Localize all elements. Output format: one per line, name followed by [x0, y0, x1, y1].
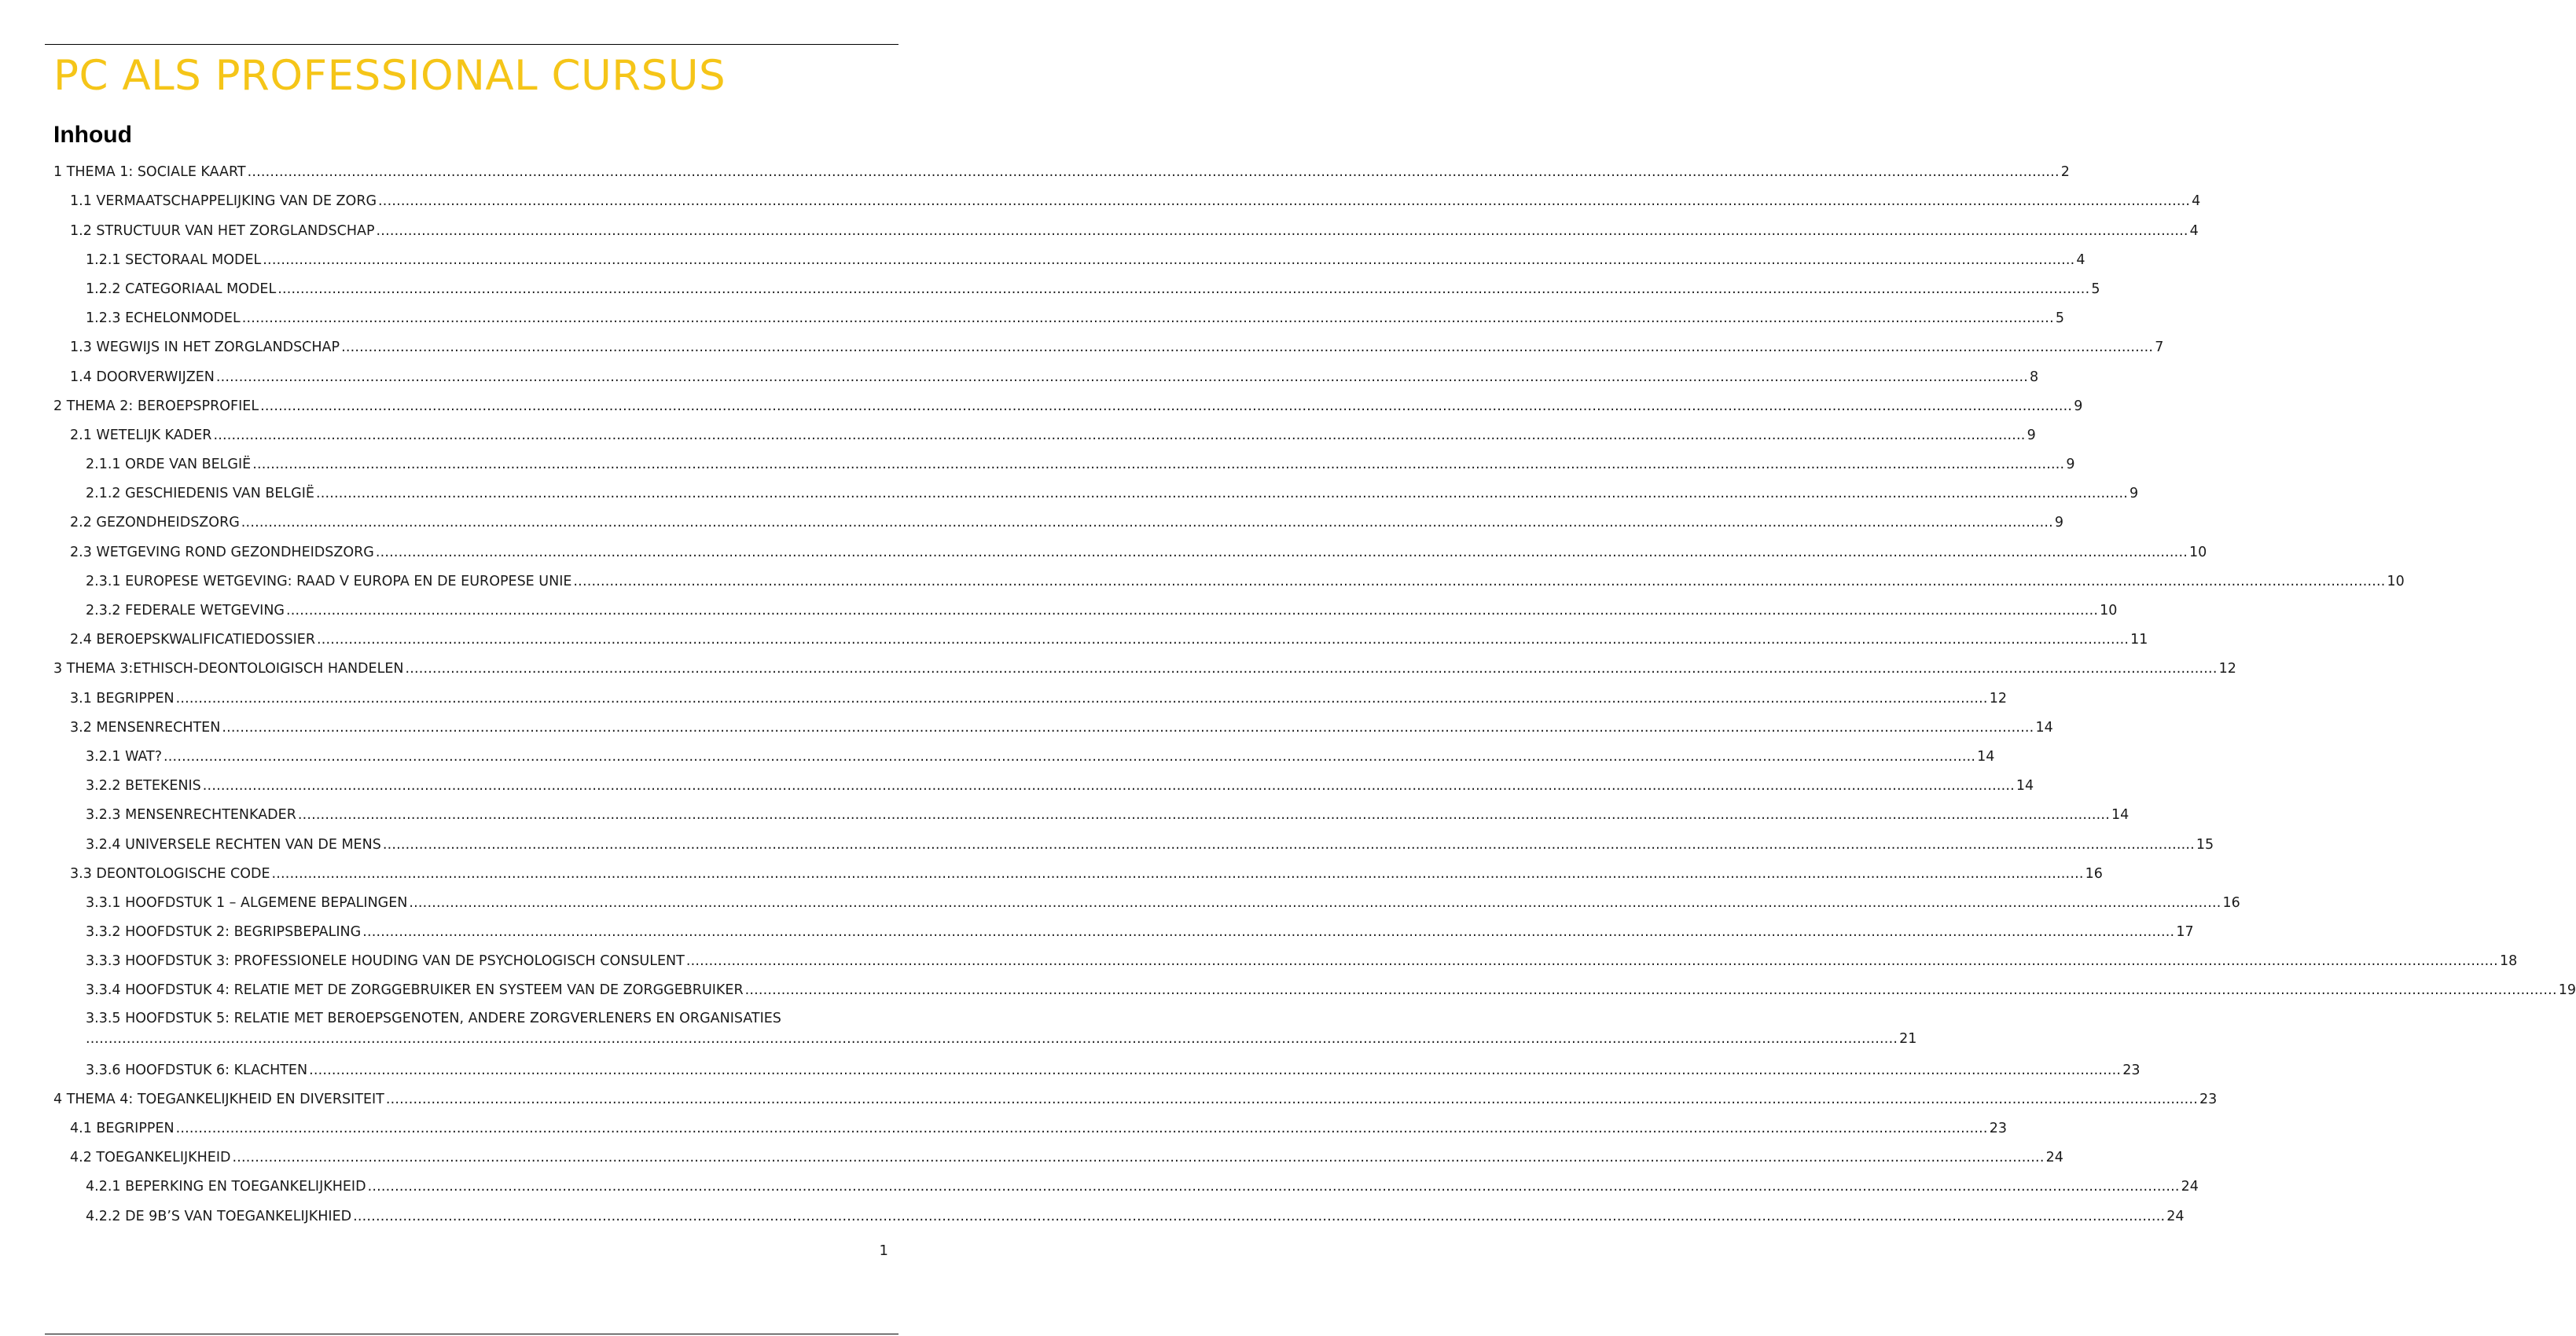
toc-entry[interactable]	[53, 186, 2201, 215]
toc-entry-label: 2.2 GEZONDHEIDSZORG	[70, 515, 240, 531]
toc-dot-leader: ................................................................................................................................................................................................................................................................................................................................................................................................................	[405, 661, 2218, 677]
toc-dot-leader: ................................................................................................................................................................................................................................................................................................................................................................................................................	[573, 573, 2386, 589]
toc-entry[interactable]	[53, 537, 2207, 566]
toc-entry-page: 12	[2218, 661, 2236, 677]
toc-entry-label: 4 THEMA 4: TOEGANKELIJKHEID EN DIVERSITEIT	[53, 1091, 384, 1107]
toc-dot-leader: ................................................................................................................................................................................................................................................................................................................................................................................................................	[362, 924, 2175, 941]
toc-dot-leader: ................................................................................................................................................................................................................................................................................................................................................................................................................	[175, 690, 1988, 707]
toc-entry[interactable]	[53, 215, 2199, 244]
toc-entry-page: 4	[2076, 251, 2085, 268]
toc-entry-label: 3.2.1 WAT?	[86, 748, 163, 765]
toc-entry-label: 3.3.4 HOOFDSTUK 4: RELATIE MET DE ZORGGEBRUIKER EN SYSTEEM VAN DE ZORGGEBRUIKER	[86, 982, 744, 999]
toc-entry-label: 4.2.2 DE 9B’S VAN TOEGANKELIJKHIED	[86, 1208, 352, 1224]
toc-entry-page: 23	[2199, 1091, 2218, 1107]
table-of-contents	[53, 157, 2576, 1231]
toc-entry[interactable]	[53, 1143, 2063, 1172]
toc-dot-leader: ................................................................................................................................................................................................................................................................................................................................................................................................................	[385, 1091, 2198, 1107]
toc-entry-page: 14	[2111, 807, 2130, 824]
toc-entry-label: 2.4 BEROEPSKWALIFICATIEDOSSIER	[70, 632, 316, 648]
toc-entry[interactable]	[53, 508, 2064, 537]
toc-entry-page: 2	[2060, 164, 2070, 181]
toc-entry[interactable]	[53, 946, 2518, 975]
toc-entry[interactable]	[53, 1114, 2007, 1143]
toc-entry[interactable]	[53, 391, 2083, 420]
toc-dot-leader: ................................................................................................................................................................................................................................................................................................................................................................................................................	[367, 1179, 2180, 1195]
toc-entry-label: 3.3 DEONTOLOGISCHE CODE	[70, 865, 270, 882]
toc-entry-page: 24	[2166, 1208, 2185, 1224]
toc-entry-page: 4	[2192, 193, 2201, 210]
toc-entry-page: 24	[2181, 1179, 2199, 1195]
toc-dot-leader: ................................................................................................................................................................................................................................................................................................................................................................................................................	[202, 778, 2015, 795]
toc-entry[interactable]	[53, 1004, 1917, 1055]
toc-entry-label: 3.1 BEGRIPPEN	[70, 690, 175, 707]
toc-entry-page: 10	[2100, 603, 2118, 618]
toc-entry-label: 3.2.4 UNIVERSELE RECHTEN VAN DE MENS	[86, 836, 381, 853]
toc-entry-label: 3.2.2 BETEKENIS	[86, 778, 201, 795]
toc-entry[interactable]	[53, 274, 2100, 303]
toc-entry[interactable]	[53, 859, 2103, 888]
toc-entry[interactable]	[53, 450, 2075, 479]
toc-entry-page: 14	[1977, 748, 1995, 765]
toc-entry-label: 1.3 WEGWIJS IN HET ZORGLANDSCHAP	[70, 340, 340, 356]
toc-entry[interactable]	[53, 800, 2130, 829]
toc-dot-leader: ................................................................................................................................................................................................................................................................................................................................................................................................................	[341, 340, 2154, 356]
toc-entry[interactable]	[53, 713, 2053, 742]
toc-entry[interactable]	[53, 332, 2164, 362]
toc-entry-page: 19	[2558, 982, 2576, 999]
toc-entry-label: 1.1 VERMAATSCHAPPELIJKING VAN DE ZORG	[70, 193, 377, 210]
toc-entry[interactable]	[53, 596, 2118, 625]
toc-entry[interactable]	[53, 771, 2034, 800]
toc-heading: Inhoud	[53, 122, 132, 148]
toc-entry-page: 11	[2130, 632, 2148, 648]
toc-entry-page: 23	[1989, 1121, 2007, 1136]
toc-dot-leader: ................................................................................................................................................................................................................................................................................................................................................................................................................	[86, 1031, 1898, 1048]
toc-entry-label: 2.1.1 ORDE VAN BELGIË	[86, 457, 252, 473]
toc-entry-page: 7	[2155, 340, 2164, 356]
toc-dot-leader: ................................................................................................................................................................................................................................................................................................................................................................................................................	[378, 193, 2191, 210]
toc-entry[interactable]	[53, 917, 2194, 946]
toc-entry-page: 4	[2189, 222, 2199, 239]
toc-entry-label: 3.3.2 HOOFDSTUK 2: BEGRIPSBEPALING	[86, 924, 362, 941]
toc-entry[interactable]	[53, 625, 2148, 654]
toc-entry-label: 1.2.3 ECHELONMODEL	[86, 310, 241, 327]
toc-dot-leader: ................................................................................................................................................................................................................................................................................................................................................................................................................	[382, 836, 2195, 853]
toc-dot-leader: ................................................................................................................................................................................................................................................................................................................................................................................................................	[232, 1150, 2045, 1166]
toc-entry[interactable]	[53, 683, 2007, 712]
toc-entry-page: 8	[2029, 369, 2039, 385]
toc-entry-label: 2 THEMA 2: BEROEPSPROFIEL	[53, 398, 259, 414]
toc-dot-leader: ................................................................................................................................................................................................................................................................................................................................................................................................................	[409, 894, 2221, 911]
toc-dot-leader: ................................................................................................................................................................................................................................................................................................................................................................................................................	[271, 865, 2084, 882]
toc-dot-leader: ................................................................................................................................................................................................................................................................................................................................................................................................................	[247, 164, 2060, 181]
document-title: PC ALS PROFESSIONAL CURSUS	[53, 52, 726, 100]
toc-entry-page: 9	[2130, 486, 2139, 502]
toc-entry-label: 2.1.2 GESCHIEDENIS VAN BELGIË	[86, 486, 314, 502]
toc-entry-page: 9	[2054, 515, 2064, 531]
toc-entry[interactable]	[53, 303, 2064, 332]
toc-entry-page: 14	[2016, 778, 2034, 795]
toc-dot-leader: ................................................................................................................................................................................................................................................................................................................................................................................................................	[277, 281, 2090, 297]
toc-dot-leader: ................................................................................................................................................................................................................................................................................................................................................................................................................	[685, 953, 2498, 970]
toc-dot-leader: ................................................................................................................................................................................................................................................................................................................................................................................................................	[744, 982, 2557, 999]
toc-entry-page: 9	[2027, 427, 2036, 443]
toc-entry-page: 21	[1899, 1031, 1917, 1048]
toc-entry-page: 16	[2085, 865, 2103, 882]
toc-entry-page: 10	[2387, 573, 2405, 589]
toc-entry-page: 17	[2176, 924, 2194, 941]
toc-entry[interactable]	[53, 654, 2236, 683]
toc-dot-leader: ................................................................................................................................................................................................................................................................................................................................................................................................................	[175, 1121, 1988, 1136]
toc-entry-label: 4.1 BEGRIPPEN	[70, 1121, 175, 1136]
toc-dot-leader: ................................................................................................................................................................................................................................................................................................................................................................................................................	[315, 486, 2129, 502]
toc-entry-page: 5	[2091, 281, 2100, 297]
toc-entry-page: 16	[2222, 894, 2240, 911]
toc-entry-label: 4.2 TOEGANKELIJKHEID	[70, 1150, 231, 1166]
toc-entry[interactable]	[53, 1055, 2141, 1084]
toc-entry[interactable]	[53, 975, 2576, 1004]
toc-dot-leader: ................................................................................................................................................................................................................................................................................................................................................................................................................	[286, 603, 2099, 618]
toc-entry-page: 18	[2499, 953, 2518, 970]
toc-entry-label: 2.1 WETELIJK KADER	[70, 427, 212, 443]
toc-entry[interactable]	[53, 420, 2036, 450]
toc-entry-page: 9	[2074, 398, 2083, 414]
toc-dot-leader: ................................................................................................................................................................................................................................................................................................................................................................................................................	[222, 719, 2034, 736]
toc-entry-label: 3.3.6 HOOFDSTUK 6: KLACHTEN	[86, 1062, 308, 1078]
toc-entry-label: 3 THEMA 3:ETHISCH-DEONTOLOIGISCH HANDELEN	[53, 661, 404, 677]
top-rule	[45, 44, 898, 45]
toc-dot-leader: ................................................................................................................................................................................................................................................................................................................................................................................................................	[353, 1208, 2166, 1224]
toc-entry[interactable]	[53, 829, 2214, 858]
toc-entry[interactable]	[53, 157, 2070, 186]
toc-dot-leader: ................................................................................................................................................................................................................................................................................................................................................................................................................	[376, 222, 2188, 239]
toc-entry-label: 3.2.3 MENSENRECHTENKADER	[86, 807, 296, 824]
toc-dot-leader: ................................................................................................................................................................................................................................................................................................................................................................................................................	[263, 251, 2075, 268]
toc-entry[interactable]	[53, 742, 1995, 771]
toc-entry-page: 23	[2122, 1062, 2141, 1078]
toc-entry-label: 4.2.1 BEPERKING EN TOEGANKELIJKHEID	[86, 1179, 366, 1195]
toc-entry-label: 1.2.2 CATEGORIAAL MODEL	[86, 281, 277, 297]
toc-entry[interactable]	[53, 1172, 2199, 1201]
toc-dot-leader: ................................................................................................................................................................................................................................................................................................................................................................................................................	[241, 310, 2054, 327]
toc-dot-leader: ................................................................................................................................................................................................................................................................................................................................................................................................................	[375, 544, 2188, 560]
toc-dot-leader: ................................................................................................................................................................................................................................................................................................................................................................................................................	[252, 457, 2065, 473]
toc-dot-leader: ................................................................................................................................................................................................................................................................................................................................................................................................................	[309, 1062, 2122, 1078]
toc-entry-page: 12	[1989, 690, 2007, 707]
toc-dot-leader: ................................................................................................................................................................................................................................................................................................................................................................................................................	[297, 807, 2110, 824]
toc-entry-page: 14	[2035, 719, 2053, 736]
toc-entry-label: 2.3 WETGEVING ROND GEZONDHEIDSZORG	[70, 544, 374, 560]
toc-dot-leader: ................................................................................................................................................................................................................................................................................................................................................................................................................	[317, 632, 2130, 648]
toc-entry-label: 2.3.2 FEDERALE WETGEVING	[86, 603, 285, 618]
toc-entry-label: 3.3.1 HOOFDSTUK 1 – ALGEMENE BEPALINGEN	[86, 894, 408, 911]
toc-entry[interactable]	[53, 245, 2085, 274]
toc-dot-leader: ................................................................................................................................................................................................................................................................................................................................................................................................................	[164, 748, 1976, 765]
toc-entry-label: 2.3.1 EUROPESE WETGEVING: RAAD V EUROPA EN DE EUROPESE UNIE	[86, 573, 572, 589]
toc-entry[interactable]	[53, 362, 2039, 391]
toc-entry-label: 3.2 MENSENRECHTEN	[70, 719, 221, 736]
toc-entry-label: 1.2.1 SECTORAAL MODEL	[86, 251, 262, 268]
toc-entry[interactable]	[53, 567, 2405, 596]
toc-entry-page: 9	[2066, 457, 2075, 473]
toc-entry-page: 10	[2188, 544, 2207, 560]
page-number: 1	[879, 1242, 888, 1259]
toc-entry-page: 15	[2196, 836, 2214, 853]
toc-entry-label: 1 THEMA 1: SOCIALE KAART	[53, 164, 246, 181]
toc-entry-label: 1.2 STRUCTUUR VAN HET ZORGLANDSCHAP	[70, 222, 375, 239]
toc-entry[interactable]	[53, 1085, 2218, 1114]
toc-dot-leader: ................................................................................................................................................................................................................................................................................................................................................................................................................	[215, 369, 2028, 385]
toc-entry-label: 1.4 DOORVERWIJZEN	[70, 369, 215, 385]
toc-entry-page: 24	[2045, 1150, 2063, 1166]
toc-dot-leader: ................................................................................................................................................................................................................................................................................................................................................................................................................	[213, 427, 2026, 443]
toc-entry[interactable]	[53, 1201, 2185, 1230]
toc-dot-leader: ................................................................................................................................................................................................................................................................................................................................................................................................................	[241, 515, 2053, 531]
toc-dot-leader: ................................................................................................................................................................................................................................................................................................................................................................................................................	[260, 398, 2073, 414]
toc-entry-label: 3.3.3 HOOFDSTUK 3: PROFESSIONELE HOUDING VAN DE PSYCHOLOGISCH CONSULENT	[86, 953, 685, 970]
toc-entry-page: 5	[2055, 310, 2064, 327]
toc-entry[interactable]	[53, 479, 2139, 508]
toc-entry-label: 3.3.5 HOOFDSTUK 5: RELATIE MET BEROEPSGENOTEN, ANDERE ZORGVERLENERS EN ORGANISATIES	[86, 1011, 781, 1027]
toc-entry[interactable]	[53, 888, 2240, 917]
